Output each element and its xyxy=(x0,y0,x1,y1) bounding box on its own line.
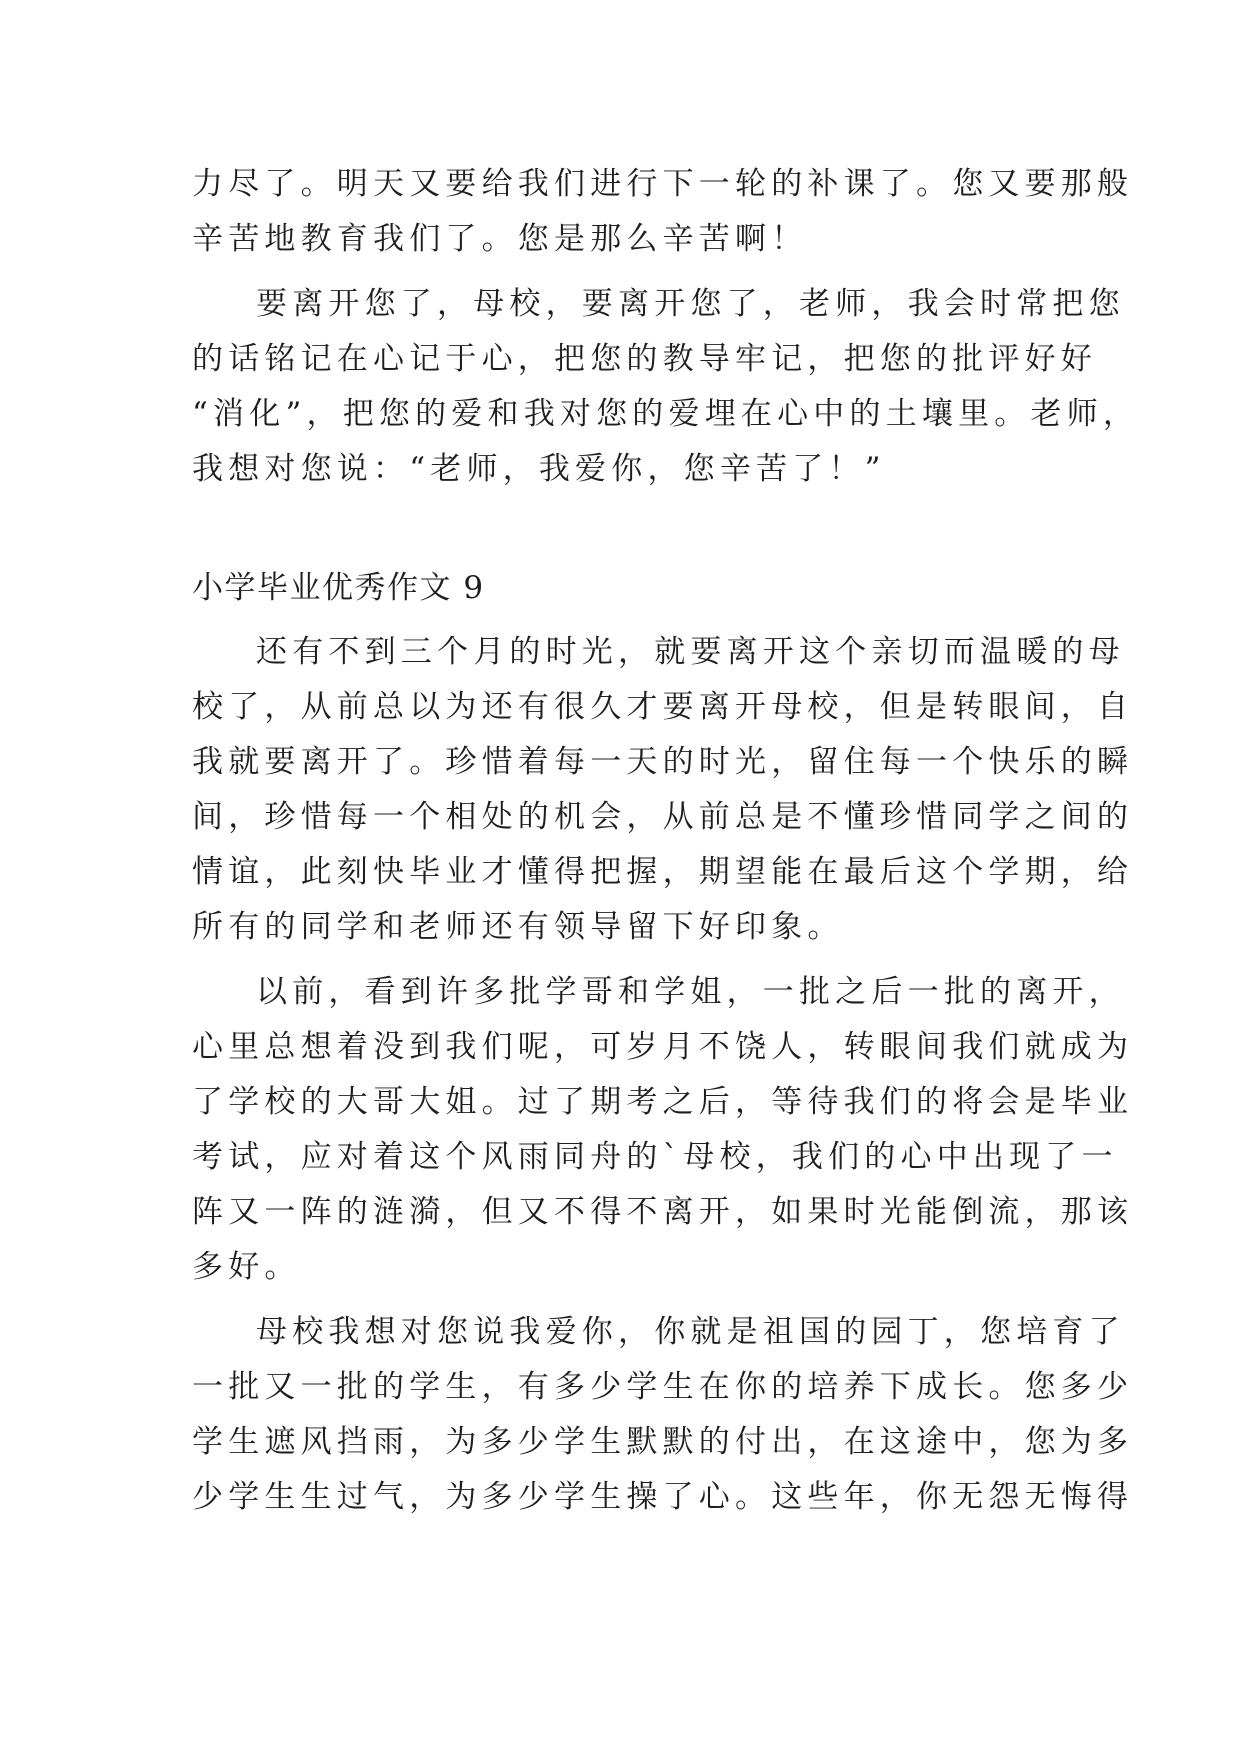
text-line: 力尽了。明天又要给我们进行下一轮的补课了。您又要那般 xyxy=(192,166,1134,202)
text-line: 我想对您说：“老师，我爱你，您辛苦了！” xyxy=(192,451,886,487)
text-line: 还有不到三个月的时光，就要离开这个亲切而温暖的母 xyxy=(256,634,1125,670)
text-line: 母校我想对您说我爱你，你就是祖国的园丁，您培育了 xyxy=(256,1314,1125,1350)
text-line: 要离开您了，母校，要离开您了，老师，我会时常把您 xyxy=(256,286,1125,322)
text-line: 考试，应对着这个风雨同舟的`母校，我们的心中出现了一 xyxy=(192,1139,1118,1175)
text-line: “消化”，把您的爱和我对您的爱埋在心中的土壤里。老师， xyxy=(192,396,1140,432)
text-line: 一批又一批的学生，有多少学生在你的培养下成长。您多少 xyxy=(192,1369,1134,1405)
text-line: 情谊，此刻快毕业才懂得把握，期望能在最后这个学期，给 xyxy=(192,854,1134,890)
text-line: 以前，看到许多批学哥和学姐，一批之后一批的离开， xyxy=(256,974,1125,1010)
text-line: 心里总想着没到我们呢，可岁月不饶人，转眼间我们就成为 xyxy=(192,1029,1134,1065)
essay-title: 小学毕业优秀作文 9 xyxy=(192,570,485,606)
text-line: 所有的同学和老师还有领导留下好印象。 xyxy=(192,909,844,945)
text-line: 阵又一阵的涟漪，但又不得不离开，如果时光能倒流，那该 xyxy=(192,1194,1134,1230)
text-line: 的话铭记在心记于心，把您的教导牢记，把您的批评好好 xyxy=(192,341,1097,377)
text-line: 校了，从前总以为还有很久才要离开母校，但是转眼间，自 xyxy=(192,689,1134,725)
text-line: 间，珍惜每一个相处的机会，从前总是不懂珍惜同学之间的 xyxy=(192,799,1134,835)
text-line: 多好。 xyxy=(192,1249,301,1285)
text-line: 了学校的大哥大姐。过了期考之后，等待我们的将会是毕业 xyxy=(192,1084,1134,1120)
text-line: 学生遮风挡雨，为多少学生默默的付出，在这途中，您为多 xyxy=(192,1424,1134,1460)
text-line: 少学生生过气，为多少学生操了心。这些年，你无怨无悔得 xyxy=(192,1479,1134,1515)
text-line: 辛苦地教育我们了。您是那么辛苦啊！ xyxy=(192,221,808,257)
text-line: 我就要离开了。珍惜着每一天的时光，留住每一个快乐的瞬 xyxy=(192,744,1134,780)
